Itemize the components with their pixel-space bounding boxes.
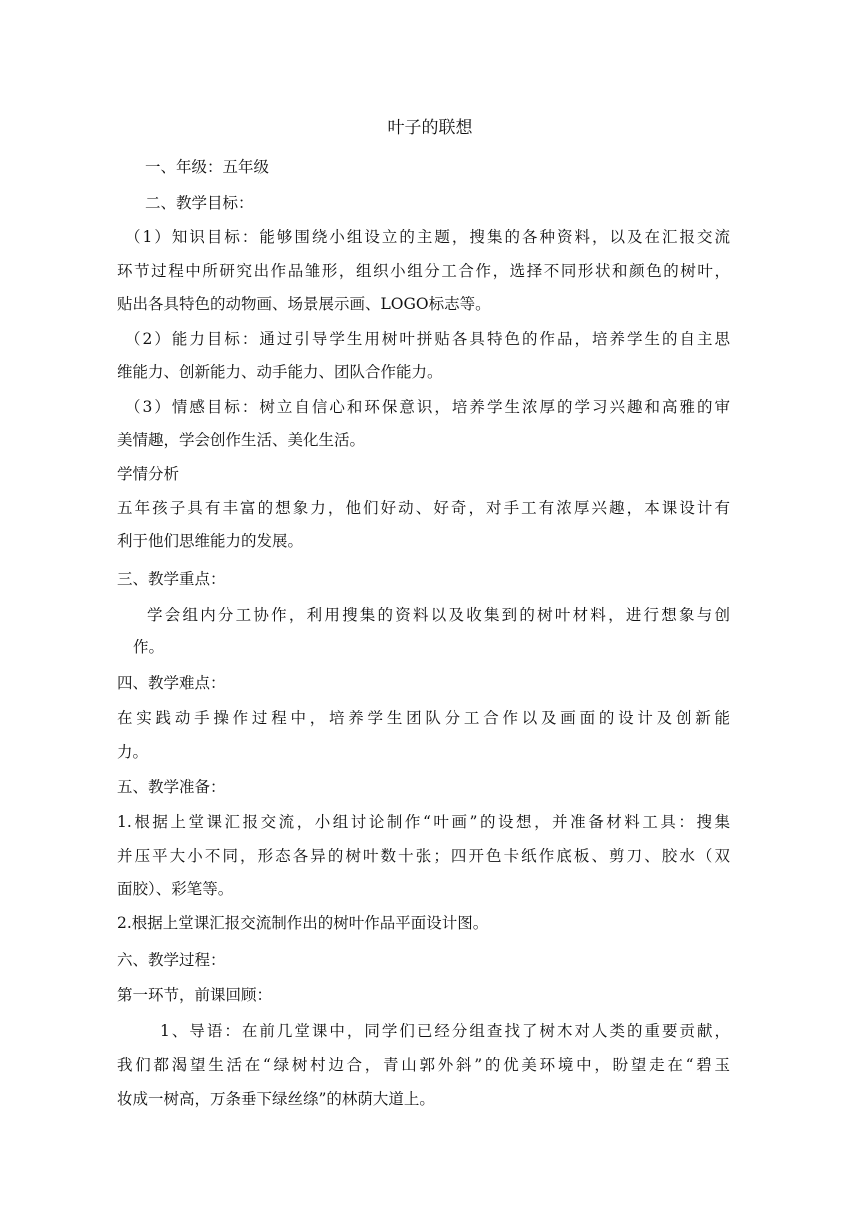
text-line: （1）知识目标：能够围绕小组设立的主题，搜集的各种资料，以及在汇报交流 xyxy=(125,228,730,246)
section-heading: 学情分析 xyxy=(117,465,180,483)
text-line: 1、导语：在前几堂课中，同学们已经分组查找了树木对人类的重要贡献， xyxy=(160,1022,730,1040)
text-line: （3）情感目标：树立自信心和环保意识，培养学生浓厚的学习兴趣和高雅的审 xyxy=(125,398,730,416)
text-line: 并压平大小不同，形态各异的树叶数十张；四开色卡纸作底板、剪刀、胶水（双 xyxy=(117,847,730,865)
text-line: 2.根据上堂课汇报交流制作出的树叶作品平面设计图。 xyxy=(117,914,489,932)
section-heading: 三、教学重点： xyxy=(117,570,226,588)
document-title: 叶子的联想 xyxy=(387,118,473,138)
text-line: 二、教学目标： xyxy=(145,194,254,212)
section-heading: 第一环节，前课回顾： xyxy=(117,986,273,1004)
text-line: 环节过程中所研究出作品雏形，组织小组分工合作，选择不同形状和颜色的树叶， xyxy=(117,262,730,280)
section-heading: 四、教学难点： xyxy=(117,674,226,692)
text-line: 我们都渴望生活在“绿树村边合，青山郭外斜”的优美环境中，盼望走在“碧玉 xyxy=(117,1056,730,1074)
text-line: 1.根据上堂课汇报交流，小组讨论制作“叶画”的设想，并准备材料工具：搜集 xyxy=(117,813,730,831)
text-line: 面胶）、彩笔等。 xyxy=(117,880,234,898)
section-heading: 六、教学过程： xyxy=(117,951,226,969)
text-line: 学会组内分工协作，利用搜集的资料以及收集到的树叶材料，进行想象与创 xyxy=(147,606,730,624)
text-line: 五年孩子具有丰富的想象力，他们好动、好奇，对手工有浓厚兴趣，本课设计有 xyxy=(117,499,730,517)
text-line: 在实践动手操作过程中，培养学生团队分工合作以及画面的设计及创新能 xyxy=(117,709,730,727)
text-line: 利于他们思维能力的发展。 xyxy=(117,532,304,550)
text-line: 妆成一树高，万条垂下绿丝绦”的林荫大道上。 xyxy=(117,1090,435,1108)
text-line: 力。 xyxy=(117,743,149,761)
text-line: 作。 xyxy=(133,638,165,656)
section-heading: 五、教学准备： xyxy=(117,778,226,796)
text-line: 一、年级：五年级 xyxy=(145,158,270,176)
text-line: 美情趣，学会创作生活、美化生活。 xyxy=(117,431,366,449)
text-line: 贴出各具特色的动物画、场景展示画、LOGO标志等。 xyxy=(117,295,491,313)
text-line: 维能力、创新能力、动手能力、团队合作能力。 xyxy=(117,363,443,381)
text-line: （2）能力目标：通过引导学生用树叶拼贴各具特色的作品，培养学生的自主思 xyxy=(125,330,730,348)
